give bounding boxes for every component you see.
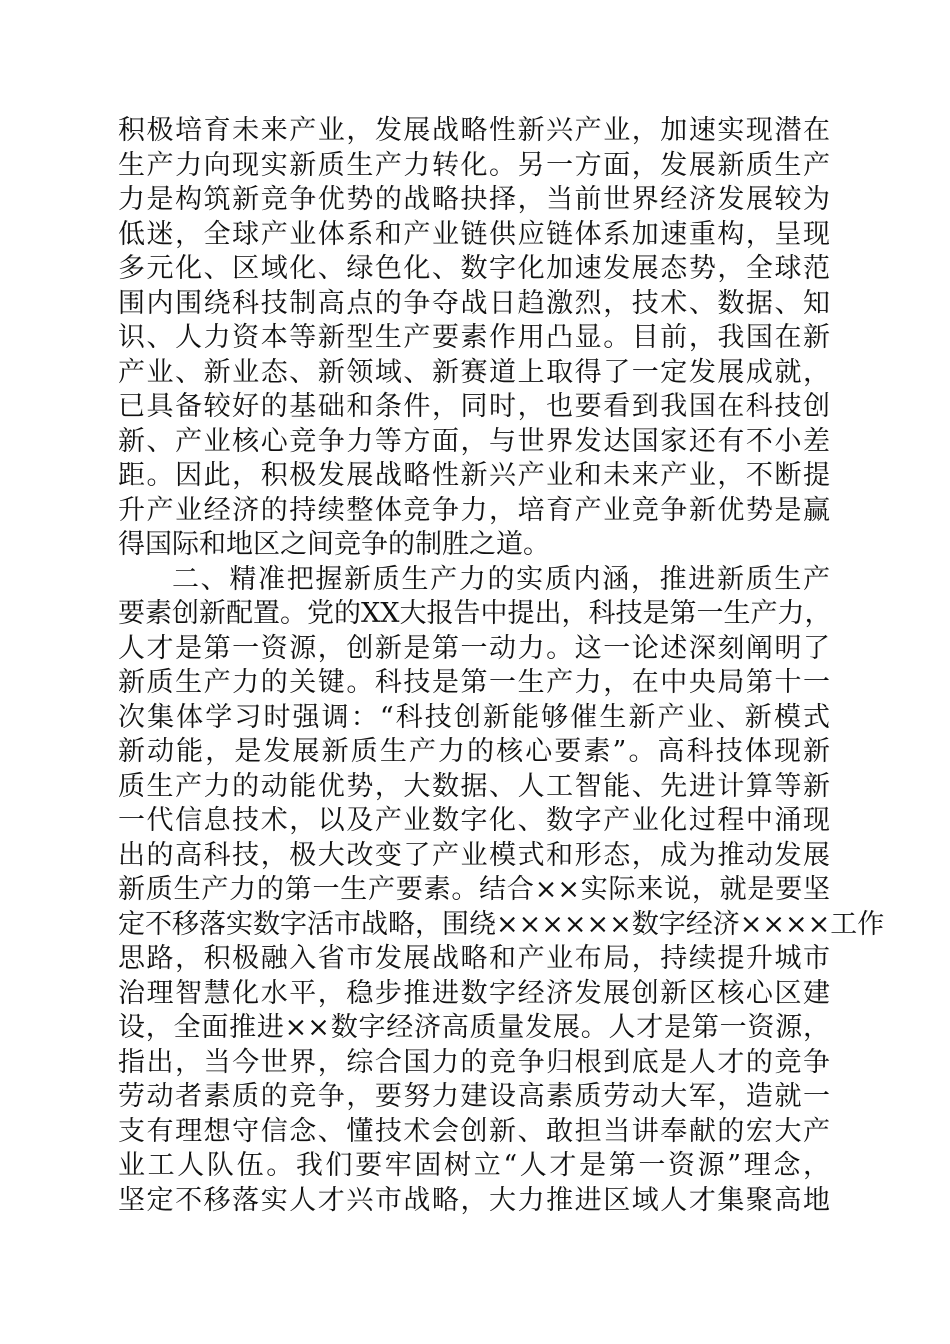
text-line: 已具备较好的基础和条件，同时，也要看到我国在科技创 [118,391,830,422]
paragraph-1 [118,114,830,563]
text-line: 升产业经济的持续整体竞争力，培育产业竞争新优势是赢 [118,494,830,526]
text-line: 定不移落实数字活市战略，围绕××××××数字经济××××工作 [118,908,885,940]
text-line: 劳动者素质的竞争，要努力建设高素质劳动大军，造就一 [118,1081,830,1112]
text-line: 积极培育未来产业，发展战略性新兴产业，加速实现潜在 [118,115,830,146]
paragraph-2 [118,563,885,1219]
text-line: 出的高科技，极大改变了产业模式和形态，成为推动发展 [118,839,830,871]
text-line: 距。因此，积极发展战略性新兴产业和未来产业，不断提 [118,460,830,491]
text-line: 人才是第一资源，创新是第一动力。这一论述深刻阐明了 [118,632,830,664]
text-line: 识、人力资本等新型生产要素作用凸显。目前，我国在新 [118,322,830,353]
text-line: 一代信息技术，以及产业数字化、数字产业化过程中涌现 [118,805,830,836]
text-line: 产业、新业态、新领域、新赛道上取得了一定发展成就， [118,356,830,388]
text-line: 新动能，是发展新质生产力的核心要素”。高科技体现新 [118,736,830,767]
text-line: 坚定不移落实人才兴市战略，大力推进区域人才集聚高地 [118,1184,830,1216]
text-line: 指出，当今世界，综合国力的竞争归根到底是人才的竞争 [118,1046,830,1078]
text-line: 力是构筑新竞争优势的战略抉择，当前世界经济发展较为 [118,184,830,215]
text-line: 多元化、区域化、绿色化、数字化加速发展态势，全球范 [118,253,830,284]
text-line: 业工人队伍。我们要牢固树立“人才是第一资源”理念， [118,1150,830,1181]
body-text [118,114,885,1218]
text-line: 设，全面推进××数字经济高质量发展。人才是第一资源， [118,1012,830,1043]
text-line: 二、精准把握新质生产力的实质内涵，推进新质生产 [172,563,830,595]
text-line: 次集体学习时强调：“科技创新能够催生新产业、新模式 [118,701,830,733]
text-line: 治理智慧化水平，稳步推进数字经济发展创新区核心区建 [118,977,830,1009]
text-line: 新质生产力的关键。科技是第一生产力，在中央局第十一 [118,667,830,698]
text-line: 得国际和地区之间竞争的制胜之道。 [118,529,550,560]
text-line: 生产力向现实新质生产力转化。另一方面，发展新质生产 [118,149,830,181]
text-line: 支有理想守信念、懂技术会创新、敢担当讲奉献的宏大产 [118,1115,830,1147]
text-line: 低迷，全球产业体系和产业链供应链体系加速重构，呈现 [118,218,830,250]
text-line: 新质生产力的第一生产要素。结合××实际来说，就是要坚 [118,874,830,905]
text-line: 思路，积极融入省市发展战略和产业布局，持续提升城市 [118,943,830,974]
text-line: 要素创新配置。党的XX大报告中提出，科技是第一生产力， [118,598,832,629]
text-line: 质生产力的动能优势，大数据、人工智能、先进计算等新 [118,770,830,802]
text-line: 新、产业核心竞争力等方面，与世界发达国家还有不小差 [118,425,830,457]
text-line: 围内围绕科技制高点的争夺战日趋激烈，技术、数据、知 [118,287,830,319]
